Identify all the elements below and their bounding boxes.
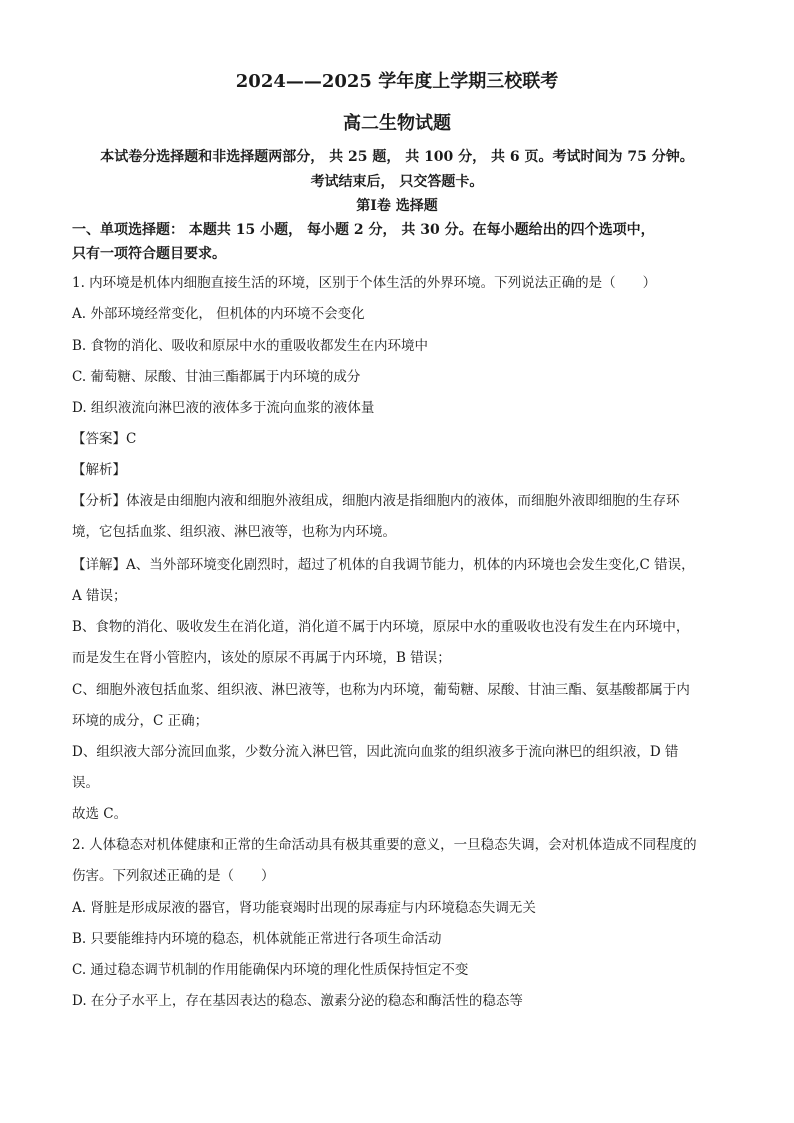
exam-subtitle: 高二生物试题 (343, 113, 451, 134)
q1-fenxi-line-1: 【分析】体液是由细胞内液和细胞外液组成，细胞内液是指细胞内的液体，而细胞外液即细胞的生存环 (72, 493, 680, 509)
exam-title: 2024——2025 学年度上学期三校联考 (235, 71, 559, 92)
q1-fenxi-line-2: 境，它包括血浆、组织液、淋巴液等，也称为内环境。 (72, 524, 396, 540)
instructions-line-1: 本试卷分选择题和非选择题两部分， 共 25 题， 共 100 分， 共 6 页。考试时间为 75 分钟。 (100, 149, 694, 165)
q1-option-c: C. 葡萄糖、尿酸、甘油三酯都属于内环境的成分 (72, 369, 361, 385)
q1-c-line-1: C、细胞外液包括血浆、组织液、淋巴液等，也称为内环境，葡萄糖、尿酸、甘油三酯、氨基酸都属于内 (72, 682, 690, 698)
q1-stem: 1. 内环境是机体内细胞直接生活的环境，区别于个体生活的外界环境。下列说法正确的是（ ） (72, 275, 657, 291)
section-heading-line-1: 一、单项选择题： 本题共 15 小题， 每小题 2 分， 共 30 分。在每小题给出的四个选项中， (72, 222, 655, 238)
q2-option-c: C. 通过稳态调节机制的作用能确保内环境的理化性质保持恒定不变 (72, 962, 469, 978)
q1-d-line-1: D、组织液大部分流回血浆，少数分流入淋巴管，因此流向血浆的组织液多于流向淋巴的组织液，D 错 (72, 744, 679, 760)
q1-analysis-label: 【解析】 (72, 462, 126, 478)
q1-b-line-1: B、食物的消化、吸收发生在消化道，消化道不属于内环境，原尿中水的重吸收也没有发生在内环境中， (72, 619, 690, 635)
q1-conclusion: 故选 C。 (72, 806, 128, 822)
q1-c-line-2: 环境的成分，C 正确； (72, 713, 209, 729)
q2-stem-line-2: 伤害。下列叙述正确的是（ ） (72, 868, 275, 884)
volume-heading: 第Ⅰ卷 选择题 (356, 198, 438, 214)
q1-option-b: B. 食物的消化、吸收和原尿中水的重吸收都发生在内环境中 (72, 338, 429, 354)
q2-option-b: B. 只要能维持内环境的稳态，机体就能正常进行各项生命活动 (72, 931, 442, 947)
q2-option-a: A. 肾脏是形成尿液的器官，肾功能衰竭时出现的尿毒症与内环境稳态失调无关 (72, 900, 536, 916)
instructions-line-2: 考试结束后， 只交答题卡。 (310, 174, 484, 190)
q1-d-line-2: 误。 (72, 775, 99, 791)
section-heading-line-2: 只有一项符合题目要求。 (72, 246, 226, 262)
q1-option-d: D. 组织液流向淋巴液的液体多于流向血浆的液体量 (72, 400, 375, 416)
q1-answer: 【答案】C (72, 431, 137, 447)
q1-option-a: A. 外部环境经常变化， 但机体的内环境不会变化 (72, 306, 365, 322)
q1-b-line-2: 而是发生在肾小管腔内，该处的原尿不再属于内环境，B 错误； (72, 650, 451, 666)
q1-xiangjie-line-1: 【详解】A、当外部环境变化剧烈时，超过了机体的自我调节能力，机体的内环境也会发生变化,C 错误， (72, 557, 695, 573)
q2-option-d: D. 在分子水平上，存在基因表达的稳态、激素分泌的稳态和酶活性的稳态等 (72, 993, 523, 1009)
q2-stem-line-1: 2. 人体稳态对机体健康和正常的生命活动具有极其重要的意义，一旦稳态失调，会对机体造成不同程度的 (72, 837, 697, 853)
q1-xiangjie-line-2: A 错误； (72, 588, 127, 604)
